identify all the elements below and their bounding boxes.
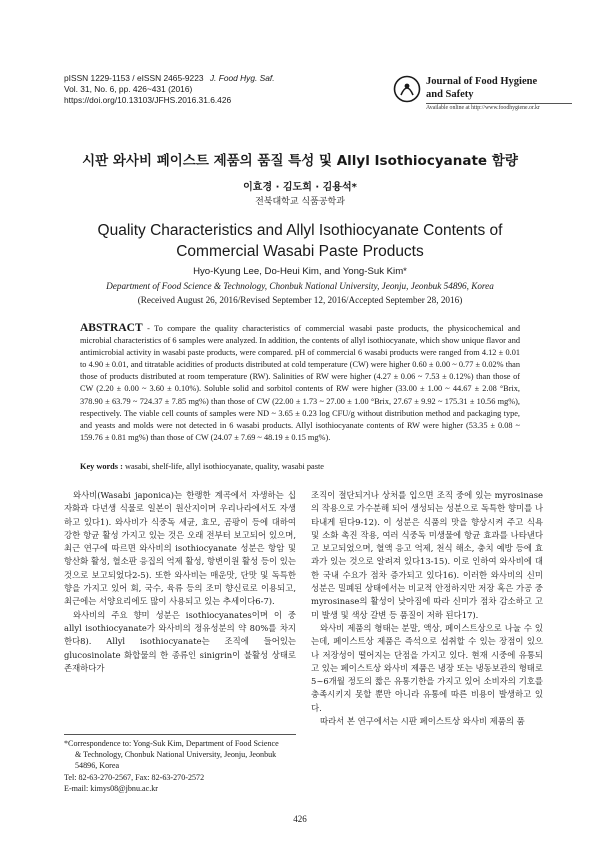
body-paragraph: 와사비 제품의 형태는 분말, 액상, 페이스트상으로 나눌 수 있는데, 페이스트상 제품은 즉석으로 섭취할 수 있는 장점이 있으나 저장성이 떨어지는 단점을 가지고 있다. 현재 시중에 유통되고 있는 페이스트상 와사비 제품은 냉장 또는 냉동보관의 형태로 5~6개월 정도의 짧은 유통기한을 가지고 있어 소비자의 기호를 충족시키지 못할 뿐만 아니라 유통에 따른 비용이 발생하고 있다. xyxy=(311,622,543,713)
page-number: 426 xyxy=(293,814,307,824)
body-paragraph: 와사비의 주요 향미 성분은 isothiocyanates이며 이 중 allyl isothiocyanate가 와사비의 정유성분의 약 80%를 차지한다8). Allyl isothiocyanate는 조직에 들어있는 glucosinolate 화합물의 한 종류인 sinigrin이 불활성 상태로 존재하다가 xyxy=(64,609,296,673)
journal-logo-icon xyxy=(392,75,422,103)
keywords-label: Key words : xyxy=(80,462,123,471)
abstract-heading: ABSTRACT xyxy=(80,322,143,334)
authors-english: Hyo-Kyung Lee, Do-Heui Kim, and Yong-Suk Kim* xyxy=(193,266,407,277)
abstract xyxy=(80,322,520,444)
body-paragraph: 따라서 본 연구에서는 시판 페이스트상 와사비 제품의 품 xyxy=(320,716,525,727)
title-english xyxy=(0,220,600,262)
body-column-right xyxy=(311,489,543,728)
title-korean: 시판 와사비 페이스트 제품의 품질 특성 및 Allyl Isothiocyanate 함량 xyxy=(82,153,518,169)
footnote-divider xyxy=(64,734,296,735)
footnote-email[interactable]: E-mail: kimys08@jbnu.ac.kr xyxy=(64,783,158,793)
footnote-line: Tel: 82-63-270-2567, Fax: 82-63-270-2572 xyxy=(64,772,205,782)
received-dates: (Received August 26, 2016/Revised September 12, 2016/Accepted September 28, 2016) xyxy=(137,295,463,305)
logo-title-line1: Journal of Food Hygiene xyxy=(426,76,538,87)
body-paragraph: 조직이 절단되거나 상처를 입으면 조직 중에 있는 myrosinase의 작용으로 가수분해 되어 생성되는 성분으로 독특한 향미를 나타내게 된다9-12). 이 성분은 식품의 맛을 향상시켜 주고 식욕 및 소화 촉진 작용, 여러 식중독 미생물에 항균 효과를 나타낸다고 보고되었으며, 혈액 응고 억제, 천식 해소, 충치 예방 등에 효과가 있는 것으로 알려져 있다13-15). 이로 인하여 와사비에 대한 국내 수요가 점차 증가되고 있다16). 이러한 와사비의 신미성분은 밀폐된 상태에서는 비교적 안정하지만 저장 혹은 가공 중 myrosinase의 활성이 낮아짐에 따라 신미가 점차 감소하고 고미 발생 및 색상 갈변 등 품질이 저하 된다17). xyxy=(311,490,543,620)
citation-block xyxy=(64,73,275,106)
affiliation-korean: 전북대학교 식품공학과 xyxy=(255,197,345,207)
footnote-line: 54896, Korea xyxy=(75,761,120,771)
logo-divider xyxy=(426,103,572,104)
footnote-line: & Technology, Chonbuk National University, Jeonju, Jeonbuk xyxy=(75,750,277,760)
authors-korean: 이효경 · 김도희 · 김용석* xyxy=(243,182,357,193)
abstract-body: - To compare the quality characteristics of commercial wasabi paste products, the physicochemical and microbial characteristics of 6 samples were analyzed. In addition, the contents of allyl isothiocyanate, which show unique flavor and antimicrobial activity in wasabi paste products, were compared. pH of commercial 6 wasabi products were ranged from 4.12 ± 0.01 to 4.90 ± 0.01, and titratable acidities of products distributed at cold temperature (CW) were higher 0.60 ± 0.00 ~ 0.77 ± 0.02% than those of products distributed at room temperature (RW). Salinities of RW were higher (4.27 ± 0.06 ~ 7.53 ± 0.12%) than those of CW (2.20 ± 0.00 ~ 3.60 ± 0.10%). Soluble solid and sorbitol contents of RW were higher (33.00 ± 1.00 ~ 44.67 ± 2.08 °Brix, 378.90 ± 63.79 ~ 724.37 ± 7.85 mg%) than those of CW (22.00 ± 1.73 ~ 27.00 ± 1.00 °Brix, 27.67 ± 9.92 ~ 175.31 ± 10.56 mg%), respectively. The viable cell counts of samples were ND ~ 3.65 ± 0.23 log CFU/g without distribution method and packaging type, and yeasts and molds were not detected in 6 wasabi products. Allyl isothiocyanate contents of RW were higher (53.35 ± 0.08 ~ 159.76 ± 0.81 mg%) than those of CW (24.07 ± 7.69 ~ 48.19 ± 0.15 mg%). xyxy=(80,324,520,442)
logo-title-line2: and Safety xyxy=(426,88,474,100)
keywords-text: wasabi, shelf-life, allyl isothiocyanate, quality, wasabi paste xyxy=(122,462,324,471)
journal-abbrev: J. Food Hyg. Saf. xyxy=(209,73,275,83)
doi-link[interactable]: https://doi.org/10.13103/JFHS.2016.31.6.426 xyxy=(64,95,232,105)
volume-line: Vol. 31, No. 6, pp. 426~431 (2016) xyxy=(64,84,193,94)
logo-available-online: Available online at http://www.foodhygiene.or.kr xyxy=(426,105,540,111)
title-english-line1: Quality Characteristics and Allyl Isothiocyanate Contents of xyxy=(97,222,503,239)
body-paragraph: 와사비(Wasabi japonica)는 한랭한 계곡에서 자생하는 십자화과 다년생 식물로 일본이 원산지이며 우리나라에서도 자생하고 있다1). 와사비가 식중독 세균, 효모, 곰팡이 등에 대하여 강한 항균 활성 가지고 있는 것은 오래 전부터 보고되어 있으며, 최근 연구에 따르면 와사비의 isothiocyanate 성분은 항암 및 항산화 활성, 혈소판 응집의 억제 활성, 항변이원 활성 등이 있는 것으로 보고되었다2-5). 또한 와사비는 매운맛, 단맛 및 독특한 향을 가지고 있어 회, 국수, 육류 등의 조미 향신료로 이용되고, 최근에는 서양요리에도 많이 사용되고 있는 추세이다6-7). xyxy=(64,490,296,607)
issn: pISSN 1229-1153 / eISSN 2465-9223 xyxy=(64,73,204,83)
keywords xyxy=(80,462,520,471)
journal-logo xyxy=(392,73,572,113)
department-english: Department of Food Science & Technology, Chonbuk National University, Jeonju, Jeonbuk 54896, Korea xyxy=(106,281,494,291)
body-column-left xyxy=(64,489,296,675)
title-english-line2: Commercial Wasabi Paste Products xyxy=(176,243,424,260)
footnote-line: *Correspondence to: Yong-Suk Kim, Department of Food Science xyxy=(64,739,279,748)
correspondence-footnote xyxy=(64,738,304,794)
citation-issn-line xyxy=(64,73,275,84)
